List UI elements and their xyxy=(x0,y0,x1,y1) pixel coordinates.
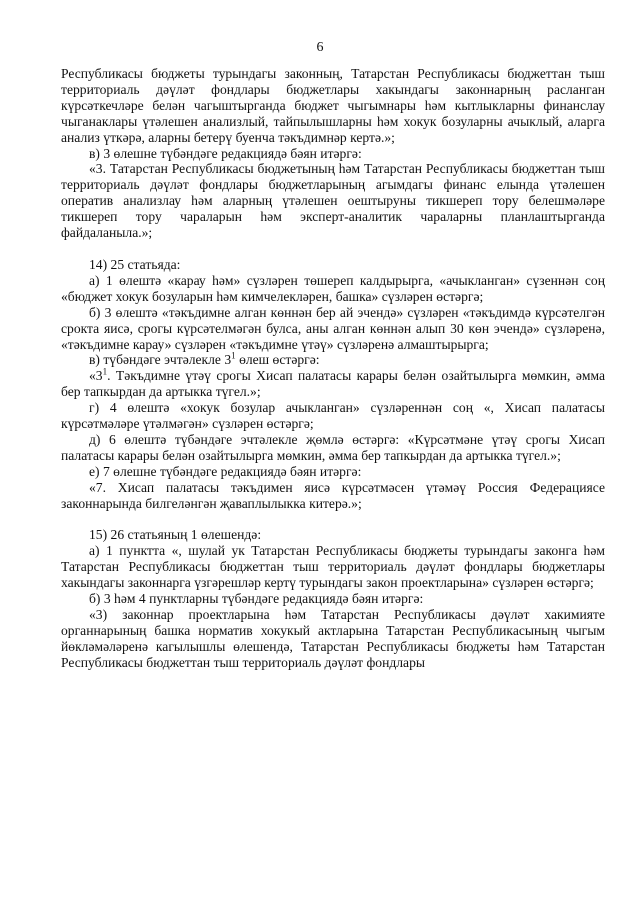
paragraph: «3) законнар проектларына һәм Татарстан Республикасы дәүләт хакимияте органнарының башка норматив хокукый актларына Татарстан Республикасының чыгым йөкләмәләренә кагылышлы өлешендә, Татарстан Республикасы бюджеты һәм Татарстан Республикасы бюджеттан тыш территориаль дәүләт фондлары xyxy=(61,607,605,670)
superscript: 1 xyxy=(102,366,108,377)
page-number: 6 xyxy=(316,40,324,55)
paragraph: е) 7 өлешне түбәндәге редакциядә бәян итәргә: xyxy=(89,463,362,479)
paragraph: «3. Татарстан Республикасы бюджетының һәм Татарстан Республикасы бюджеттан тыш территориаль дәүләт фондлары бюджетларының агымдагы финанс елында үтәлешен оператив анализлау һәм аларның үтәлешен оештыруны тикшереп тору белешмәләре тикшереп тору чараларын һәм эксперт-аналитик чараларны планлаштырганда файдаланыла.»; xyxy=(61,161,605,241)
paragraph-gap xyxy=(61,511,605,527)
paragraph: Республикасы бюджеты турындагы законның, Татарстан Республикасы бюджеттан тыш территориаль дәүләт фондлары бюджетлары хакындагы законнарның расланган күрсәткечләре белән чагыштырганда бюджет чыгымнары һәм кытлыкларны финанслау чыганаклары үтәлешен анализлый, тайпылышларны һәм хокук бозуларны ачыклый, аларга анализ үткәрә, аларны бетерү буенча тәкъдимнәр кертә.»; xyxy=(61,66,605,145)
paragraph xyxy=(61,352,605,368)
paragraph: в) 3 өлешне түбәндәге редакциядә бәян итәргә: xyxy=(89,145,362,161)
paragraph: «7. Хисап палатасы тәкъдимен яисә күрсәтмәсен үтәмәү Россия Федерациясе законнарында билгеләнгән җаваплылыкка китерә.»; xyxy=(61,479,605,511)
paragraph-text: . Тәкъдимне үтәү срогы Хисап палатасы карары белән озайтылырга мөмкин, әмма бер тапкырдан да артыкка түгел.»; xyxy=(61,368,605,400)
paragraph: 15) 26 статьяның 1 өлешендә: xyxy=(89,527,262,543)
paragraph: д) 6 өлештә түбәндәге эчтәлекле җөмлә өстәргә: «Күрсәтмәне үтәү срогы Хисап палатасы карары белән озайтылырга мөмкин, әмма бер тапкырдан да артыкка түгел.»; xyxy=(61,431,605,463)
paragraph-gap xyxy=(61,241,605,257)
paragraph: 14) 25 статьяда: xyxy=(89,256,181,272)
paragraph: б) 3 өлештә «тәкъдимне алган көннән бер ай эчендә» сүзләрен «тәкъдимдә күрсәтелгән срокта яисә, срогы күрсәтелмәгән булса, аны алган көннән алып 30 көн эчендә» сүзләренә, «тәкъдимне карау» сүзләрен «тәкъдимне үтәү» сүзләренә алмаштырырга; xyxy=(61,304,605,352)
paragraph: а) 1 өлештә «карау һәм» сүзләрен төшереп калдырырга, «ачыкланган» сүзеннән соң «бюджет хокук бозуларын һәм кимчелекләрен, башка» сүзләрен өстәргә; xyxy=(61,272,605,304)
document-body xyxy=(61,66,605,671)
paragraph xyxy=(61,368,605,400)
paragraph-text: өлеш өстәргә: xyxy=(235,352,320,368)
paragraph-text: «3 xyxy=(89,368,103,384)
paragraph: а) 1 пунктта «, шулай ук Татарстан Республикасы бюджеты турындагы законга һәм Татарстан Республикасы бюджеттан тыш территориаль дәүләт фондлары бюджетлары хакындагы законнарга үзгәрешләр кертү турындагы закон проектларына» сүзләрен өстәргә; xyxy=(61,543,605,591)
superscript: 1 xyxy=(231,350,236,361)
paragraph-text: в) түбәндәге эчтәлекле 3 xyxy=(89,352,232,368)
paragraph: г) 4 өлештә «хокук бозулар ачыкланган» сүзләреннән соң «, Хисап палатасы күрсәтмәләре үтәлмәгән» сүзләрен өстәргә; xyxy=(61,400,605,432)
paragraph: б) 3 һәм 4 пунктларны түбәндәге редакциядә бәян итәргә: xyxy=(89,591,424,607)
